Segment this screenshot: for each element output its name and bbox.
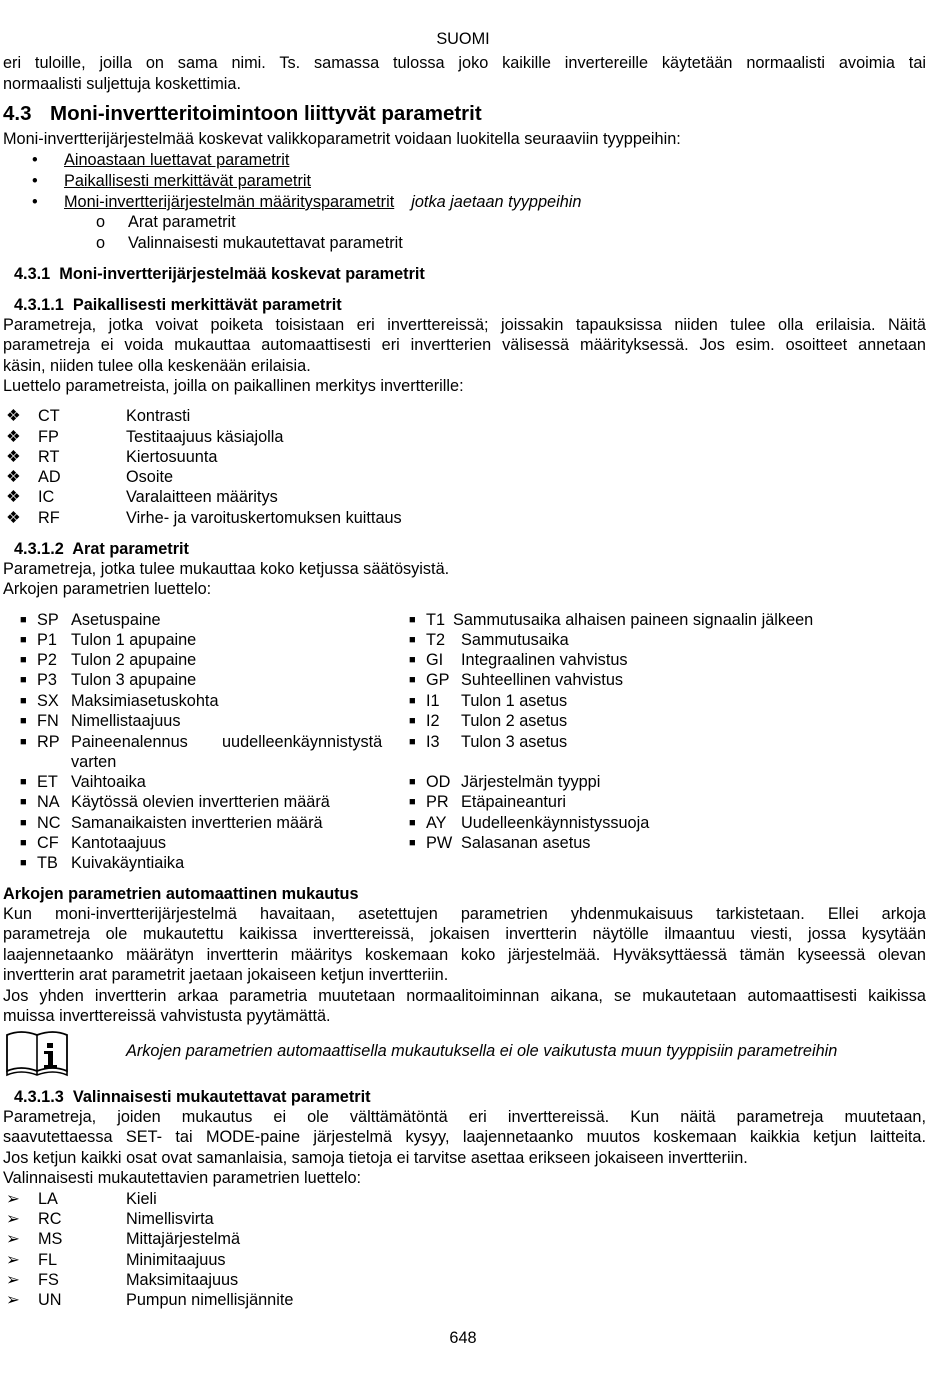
- param-code: FS: [38, 1271, 59, 1289]
- param-desc: Tulon 2 apupaine: [71, 651, 197, 669]
- paragraph-line: Jos yhden invertterin arkaa parametria muutetaan normaalitoiminnan aikana, se mukautetaan automaattisesti kaikissa: [3, 987, 926, 1005]
- subsection-number: 4.3.1.2: [14, 540, 64, 558]
- square-bullet-icon: ■: [20, 857, 27, 869]
- square-bullet-icon: ■: [20, 654, 27, 666]
- subtype-item: Valinnaisesti mukautettavat parametrit: [128, 234, 403, 252]
- arrow-bullet-icon: ➢: [6, 1210, 20, 1228]
- bullet-dot: •: [32, 193, 38, 211]
- diamond-bullet-icon: ❖: [6, 509, 21, 527]
- param-desc: Maksimitaajuus: [126, 1271, 239, 1289]
- subsection-heading: [14, 1087, 371, 1107]
- square-bullet-icon: ■: [20, 634, 27, 646]
- param-code: IC: [38, 488, 55, 506]
- param-desc: Varalaitteen määritys: [126, 488, 278, 506]
- param-code: T2: [426, 631, 446, 649]
- param-desc: Integraalinen vahvistus: [461, 651, 628, 669]
- square-bullet-icon: ■: [409, 736, 416, 748]
- param-desc: Kieli: [126, 1190, 157, 1208]
- param-desc: Paineenalennus: [71, 733, 188, 751]
- param-code: AD: [38, 468, 61, 486]
- param-code: RT: [38, 448, 60, 466]
- param-desc: Samanaikaisten invertterien määrä: [71, 814, 323, 832]
- param-code: MS: [38, 1230, 63, 1248]
- list-intro: Valinnaisesti mukautettavien parametrien luettelo:: [3, 1169, 362, 1187]
- type-link-local: Paikallisesti merkittävät parametrit: [64, 172, 312, 190]
- arrow-bullet-icon: ➢: [6, 1230, 20, 1248]
- diamond-bullet-icon: ❖: [6, 407, 21, 425]
- param-desc: Pumpun nimellisjännite: [126, 1291, 294, 1309]
- square-bullet-icon: ■: [20, 674, 27, 686]
- param-code: T1: [426, 611, 446, 629]
- square-bullet-icon: ■: [20, 715, 27, 727]
- param-code: CT: [38, 407, 60, 425]
- square-bullet-icon: ■: [20, 736, 27, 748]
- bullet-dot: •: [32, 172, 38, 190]
- param-desc: Nimellistaajuus: [71, 712, 181, 730]
- paragraph-line: saavutettaessa SET- tai MODE-paine järjestelmä kysyy, laajennetaanko muutos koskemaan kaikkia ketjun laitteita.: [3, 1128, 926, 1146]
- param-code: ET: [37, 773, 58, 791]
- param-code: GI: [426, 651, 444, 669]
- param-desc: Etäpaineanturi: [461, 793, 567, 811]
- square-bullet-icon: ■: [409, 634, 416, 646]
- subsection-title: Valinnaisesti mukautettavat parametrit: [72, 1088, 371, 1106]
- param-code: RF: [38, 509, 60, 527]
- param-code: CF: [37, 834, 59, 852]
- square-bullet-icon: ■: [20, 776, 27, 788]
- section-title: Moni-invertteritoimintoon liittyvät parametrit: [50, 102, 482, 125]
- param-desc: Tulon 3 apupaine: [71, 671, 197, 689]
- paragraph-line: Kun moni-invertterijärjestelmä havaitaan, asetettujen parametrien yhdenmukaisuus tarkistetaan. Ellei arkoja: [3, 905, 926, 923]
- diamond-bullet-icon: ❖: [6, 488, 21, 506]
- param-desc: Kiertosuunta: [126, 448, 218, 466]
- type-link-readonly: Ainoastaan luettavat parametrit: [64, 151, 290, 169]
- param-desc: Järjestelmän tyyppi: [461, 773, 601, 791]
- param-desc: Testitaajuus käsiajolla: [126, 428, 284, 446]
- param-desc: varten: [71, 753, 117, 771]
- subtype-item: Arat parametrit: [128, 213, 236, 231]
- param-desc: Salasanan asetus: [461, 834, 591, 852]
- list-intro: Luettelo parametreista, joilla on paikallinen merkitys invertterille:: [3, 377, 464, 395]
- paragraph-line: Parametreja, jotka voivat poiketa toisistaan eri inverttereissä; joissakin tapauksissa niiden tulee olla erilaisia. Näitä: [3, 316, 926, 334]
- square-bullet-icon: ■: [409, 614, 416, 626]
- param-desc: Minimitaajuus: [126, 1251, 226, 1269]
- param-desc: Virhe- ja varoituskertomuksen kuittaus: [126, 509, 402, 527]
- param-code: SP: [37, 611, 59, 629]
- circle-bullet: o: [96, 213, 106, 231]
- type-link-config: Moni-invertterijärjestelmän määritysparametrit: [64, 193, 395, 211]
- arrow-bullet-icon: ➢: [6, 1190, 20, 1208]
- intro-line: eri tuloille, joilla on sama nimi. Ts. samassa tulossa joko kaikille invertereille käytetään normaalisti avoimia tai: [3, 54, 926, 72]
- param-code: FL: [38, 1251, 58, 1269]
- square-bullet-icon: ■: [409, 817, 416, 829]
- param-code: RC: [38, 1210, 62, 1228]
- paragraph-line: Parametreja, jotka tulee mukauttaa koko ketjussa säätösyistä.: [3, 560, 450, 578]
- square-bullet-icon: ■: [20, 837, 27, 849]
- param-desc: Mittajärjestelmä: [126, 1230, 241, 1248]
- paragraph-line: Jos ketjun kaikki osat ovat samanlaisia, samoja tietoja ei tarvitse asettaa erikseen jokaiseen invertteriin.: [3, 1149, 748, 1167]
- page-header-language: SUOMI: [436, 30, 490, 48]
- square-bullet-icon: ■: [409, 776, 416, 788]
- square-bullet-icon: ■: [409, 674, 416, 686]
- square-bullet-icon: ■: [20, 614, 27, 626]
- info-book-icon: [4, 1027, 70, 1077]
- square-bullet-icon: ■: [409, 837, 416, 849]
- param-desc: Osoite: [126, 468, 174, 486]
- param-code: I2: [426, 712, 440, 730]
- paragraph-line: laajennetaanko määrätyn invertterin määritys koskemaan koko järjestelmää. Hyväksyttäessä tämän kyseessä olevan: [3, 946, 926, 964]
- param-code: P1: [37, 631, 57, 649]
- arrow-bullet-icon: ➢: [6, 1251, 20, 1269]
- arrow-bullet-icon: ➢: [6, 1291, 20, 1309]
- param-code: PW: [426, 834, 453, 852]
- arrow-bullet-icon: ➢: [6, 1271, 20, 1289]
- param-desc: uudelleenkäynnistystä: [222, 733, 383, 751]
- param-desc: Kontrasti: [126, 407, 191, 425]
- subsection-title: Paikallisesti merkittävät parametrit: [72, 296, 342, 314]
- type-suffix: jotka jaetaan tyyppeihin: [411, 193, 582, 211]
- circle-bullet: o: [96, 234, 106, 252]
- param-desc: Maksimiasetuskohta: [71, 692, 219, 710]
- list-item: [64, 192, 581, 212]
- param-code: GP: [426, 671, 450, 689]
- intro-line: normaalisti suljettuja koskettimia.: [3, 75, 241, 93]
- auto-adapt-heading: Arkojen parametrien automaattinen mukautus: [3, 885, 359, 903]
- subsection-heading: [14, 264, 425, 284]
- param-code: SX: [37, 692, 59, 710]
- param-code: P3: [37, 671, 57, 689]
- paragraph-line: muissa inverttereissä vahvistusta pyytämättä.: [3, 1007, 331, 1025]
- param-code: AY: [426, 814, 447, 832]
- paragraph-line: Arkojen parametrien luettelo:: [3, 580, 212, 598]
- paragraph-line: parametreja ole mukautettu kaikissa inverttereissä, jokaisen invertterin näytölle ilmaantuu viesti, jossa kysytään: [3, 925, 926, 943]
- square-bullet-icon: ■: [20, 796, 27, 808]
- param-desc: Vaihtoaika: [71, 773, 146, 791]
- square-bullet-icon: ■: [409, 715, 416, 727]
- section-heading: [3, 104, 482, 124]
- square-bullet-icon: ■: [409, 695, 416, 707]
- param-desc: Tulon 3 asetus: [461, 733, 568, 751]
- param-desc: Nimellisvirta: [126, 1210, 214, 1228]
- subsection-heading: [14, 295, 342, 315]
- square-bullet-icon: ■: [409, 796, 416, 808]
- paragraph-line: invertterin arat parametrit jaetaan jokaiseen ketjun invertteriin.: [3, 966, 449, 984]
- section-number: 4.3: [3, 102, 32, 125]
- subsection-title: Moni-invertterijärjestelmää koskevat parametrit: [59, 265, 425, 283]
- square-bullet-icon: ■: [20, 817, 27, 829]
- paragraph-line: Parametreja, joiden mukautus ei ole välttämätöntä eri inverttereissä. Kun näitä parametreja muutetaan,: [3, 1108, 926, 1126]
- square-bullet-icon: ■: [409, 654, 416, 666]
- param-code: NC: [37, 814, 61, 832]
- paragraph-line: käsin, niiden tulee olla keskenään erilaisia.: [3, 357, 311, 375]
- param-desc: Sammutusaika alhaisen paineen signaalin jälkeen: [453, 611, 814, 629]
- diamond-bullet-icon: ❖: [6, 468, 21, 486]
- param-desc: Tulon 2 asetus: [461, 712, 568, 730]
- param-desc: Tulon 1 asetus: [461, 692, 568, 710]
- param-desc: Uudelleenkäynnistyssuoja: [461, 814, 650, 832]
- param-code: FN: [37, 712, 59, 730]
- param-code: P2: [37, 651, 57, 669]
- subsection-number: 4.3.1: [14, 265, 51, 283]
- subsection-number: 4.3.1.3: [14, 1088, 64, 1106]
- param-code: RP: [37, 733, 60, 751]
- param-code: LA: [38, 1190, 58, 1208]
- param-code: PR: [426, 793, 449, 811]
- param-code: NA: [37, 793, 60, 811]
- subsection-title: Arat parametrit: [72, 540, 189, 558]
- param-desc: Käytössä olevien invertterien määrä: [71, 793, 330, 811]
- param-code: TB: [37, 854, 58, 872]
- param-desc: Kuivakäyntiaika: [71, 854, 185, 872]
- param-desc: Sammutusaika: [461, 631, 569, 649]
- section-lead: Moni-invertterijärjestelmää koskevat valikkoparametrit voidaan luokitella seuraaviin tyyppeihin:: [3, 130, 681, 148]
- diamond-bullet-icon: ❖: [6, 428, 21, 446]
- paragraph-line: parametreja ei voida mukauttaa automaattisesti eri invertterien välisessä määrityksessä. Jos esim. osoitteet annetaan: [3, 336, 926, 354]
- info-note-text: Arkojen parametrien automaattisella mukautuksella ei ole vaikutusta muun tyyppisiin parametreihin: [126, 1042, 838, 1060]
- diamond-bullet-icon: ❖: [6, 448, 21, 466]
- subsection-heading: [14, 539, 189, 559]
- param-desc: Asetuspaine: [71, 611, 161, 629]
- page-number: 648: [449, 1329, 477, 1347]
- square-bullet-icon: ■: [20, 695, 27, 707]
- param-code: I3: [426, 733, 440, 751]
- param-code: OD: [426, 773, 451, 791]
- subsection-number: 4.3.1.1: [14, 296, 64, 314]
- param-code: FP: [38, 428, 59, 446]
- param-code: UN: [38, 1291, 62, 1309]
- param-code: I1: [426, 692, 440, 710]
- bullet-dot: •: [32, 151, 38, 169]
- param-desc: Kantotaajuus: [71, 834, 167, 852]
- param-desc: Suhteellinen vahvistus: [461, 671, 624, 689]
- param-desc: Tulon 1 apupaine: [71, 631, 197, 649]
